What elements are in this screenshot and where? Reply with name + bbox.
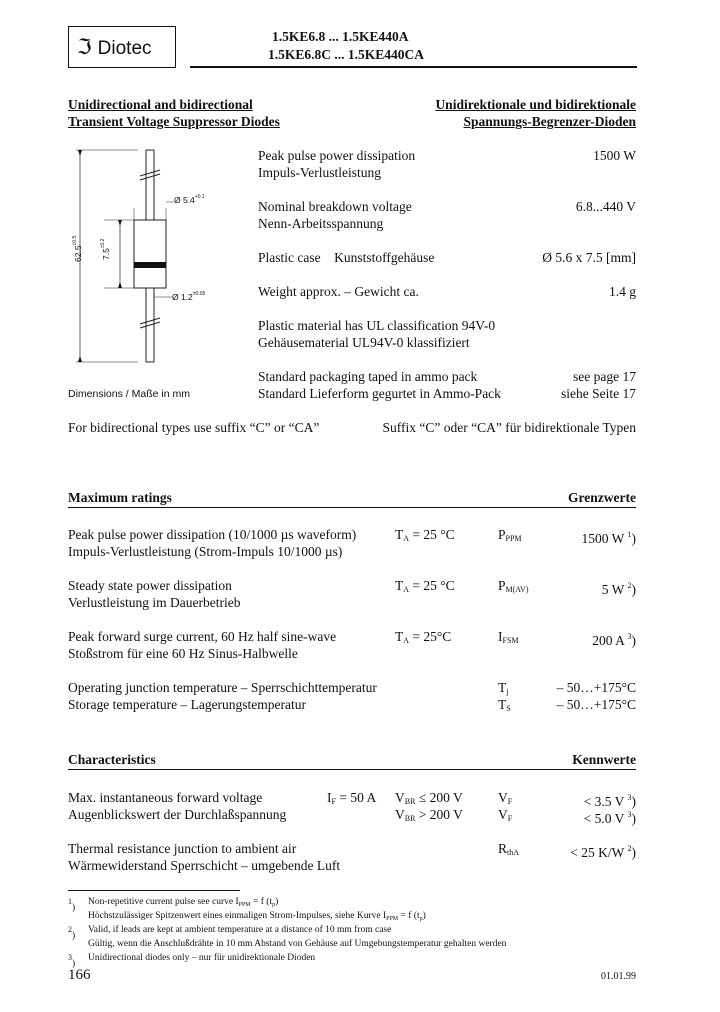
vf-symbol-2: $V_F$ bbox=[498, 807, 513, 823]
spec-3-value: Ø 5.6 x 7.5 [mm] bbox=[542, 250, 636, 265]
vf-vbr-condition-2: $V_{BR} > 200$ V bbox=[395, 807, 463, 823]
rating-1-line1: Peak pulse power dissipation (10/1000 µs waveform) bbox=[68, 527, 357, 542]
characteristics-rule bbox=[68, 769, 636, 770]
temp-storage-symbol: $T_S$ bbox=[498, 697, 511, 713]
logo-text: Diotec bbox=[97, 38, 152, 59]
bidir-note-en: For bidirectional types use suffix “C” or “CA” bbox=[68, 420, 320, 435]
spec-6-value2: siehe Seite 17 bbox=[561, 386, 636, 401]
rating-2-symbol: $P_{M(AV)}$ bbox=[498, 578, 529, 594]
spec-2-value: 6.8...440 V bbox=[575, 199, 636, 214]
spec-3-line1: Plastic case Kunststoffgehäuse bbox=[258, 250, 435, 265]
rating-3-symbol: $I_{FSM}$ bbox=[498, 629, 519, 645]
footnote-2-line2: Gültig, wenn die Anschlußdrähte in 10 mm Abstand von Gehäuse auf Umgebungstemperatur gehalten werden bbox=[88, 939, 507, 949]
footnote-2-mark: $^2$) bbox=[68, 925, 76, 941]
footnote-1-line1: Non-repetitive current pulse see curve $I_{PPM} = f$ $(t_p)$ bbox=[88, 897, 279, 908]
rth-value: < 25 K/W $^2$) bbox=[570, 844, 636, 860]
rating-3-value: 200 A $^3$) bbox=[592, 632, 636, 648]
subtitle-right-2: Spannungs-Begrenzer-Dioden bbox=[463, 114, 636, 129]
temp-storage-label: Storage temperature – Lagerungstemperatur bbox=[68, 697, 307, 712]
footnote-3-line1: Unidirectional diodes only – nur für unidirektionale Dioden bbox=[88, 953, 316, 963]
spec-6-line2: Standard Lieferform gegurtet in Ammo-Pack bbox=[258, 386, 501, 401]
rating-3-condition: $T_A = 25^\circ C$ bbox=[395, 629, 452, 645]
rating-3-line1: Peak forward surge current, 60 Hz half sine-wave bbox=[68, 629, 337, 644]
spec-4-value: 1.4 g bbox=[609, 284, 636, 299]
temp-storage-value: – 50…+175°C bbox=[556, 697, 636, 712]
subtitle-left-1: Unidirectional and bidirectional bbox=[68, 97, 253, 112]
vf-line1: Max. instantaneous forward voltage bbox=[68, 790, 263, 805]
rating-1-value: 1500 W $^1$) bbox=[581, 530, 636, 546]
rating-2-condition: $T_A = 25$ °C bbox=[395, 578, 455, 594]
header-rule bbox=[190, 66, 637, 68]
vf-vbr-condition-1: $V_{BR} \le 200$ V bbox=[395, 790, 463, 806]
footnote-2-line1: Valid, if leads are kept at ambient temperature at a distance of 10 mm from case bbox=[88, 925, 392, 935]
rating-1-symbol: $P_{PPM}$ bbox=[498, 527, 522, 543]
subtitle-right-1: Unidirektionale und bidirektionale bbox=[435, 97, 636, 112]
revision-date: 01.01.99 bbox=[601, 971, 636, 982]
rth-line1: Thermal resistance junction to ambient air bbox=[68, 841, 297, 856]
diotec-logo bbox=[68, 26, 176, 68]
drawing-caption: Dimensions / Maße in mm bbox=[68, 388, 190, 400]
spec-6-value: see page 17 bbox=[573, 369, 636, 384]
spec-6-line1: Standard packaging taped in ammo pack bbox=[258, 369, 478, 384]
spec-5-line1: Plastic material has UL classification 94V-0 bbox=[258, 318, 496, 333]
footnote-3-mark: $^3$) bbox=[68, 953, 76, 969]
page-number: 166 bbox=[68, 967, 91, 983]
characteristics-title: Characteristics bbox=[68, 752, 156, 767]
rating-2-line1: Steady state power dissipation bbox=[68, 578, 232, 593]
spec-1-value: 1500 W bbox=[593, 148, 636, 163]
max-ratings-title: Maximum ratings bbox=[68, 490, 172, 505]
footnote-1-line2: Höchstzulässiger Spitzenwert eines einmaligen Strom-Impulses, siehe Kurve $I_{PPM} = f$ $(t_p)$ bbox=[88, 911, 426, 922]
dim-body-length: $7.5^{\pm 0.2}$ bbox=[100, 238, 111, 260]
diode-outline-drawing bbox=[68, 140, 228, 376]
characteristics-title-de: Kennwerte bbox=[572, 752, 636, 767]
rating-2-value: 5 W $^2$) bbox=[601, 581, 636, 597]
temp-operating-symbol: $T_j$ bbox=[498, 680, 509, 696]
vf-symbol-1: $V_F$ bbox=[498, 790, 513, 806]
title-line-2: 1.5KE6.8C ... 1.5KE440CA bbox=[268, 47, 425, 62]
spec-2-line2: Nenn-Arbeitsspannung bbox=[258, 216, 384, 231]
vf-condition: $I_F = 50$ A bbox=[327, 790, 377, 806]
rth-symbol: $R_{thA}$ bbox=[498, 841, 520, 857]
spec-5-line2: Gehäusematerial UL94V-0 klassifiziert bbox=[258, 335, 470, 350]
spec-1-line1: Peak pulse power dissipation bbox=[258, 148, 416, 163]
title-line-1: 1.5KE6.8 ... 1.5KE440A bbox=[272, 29, 409, 44]
spec-1-line2: Impuls-Verlustleistung bbox=[258, 165, 381, 180]
footnote-1-mark: $^1$) bbox=[68, 897, 76, 913]
logo-mark: ℑ bbox=[77, 35, 92, 59]
dim-body-diameter: Ø $5.4^{+0.1}$ bbox=[174, 194, 205, 205]
spec-4-line1: Weight approx. – Gewicht ca. bbox=[258, 284, 419, 299]
rating-1-condition: $T_A = 25$ °C bbox=[395, 527, 455, 543]
rating-1-line2: Impuls-Verlustleistung (Strom-Impuls 10/1000 µs) bbox=[68, 544, 343, 559]
temp-operating-value: – 50…+175°C bbox=[556, 680, 636, 695]
vf-value-2: < 5.0 V $^3$) bbox=[583, 810, 636, 826]
vf-line2: Augenblickswert der Durchlaßspannung bbox=[68, 807, 287, 822]
spec-2-line1: Nominal breakdown voltage bbox=[258, 199, 412, 214]
rth-line2: Wärmewiderstand Sperrschicht – umgebende Luft bbox=[68, 858, 341, 873]
max-ratings-title-de: Grenzwerte bbox=[568, 490, 636, 505]
dim-lead-diameter: Ø $1.2^{\pm 0.05}$ bbox=[172, 291, 206, 302]
rating-3-line2: Stoßstrom für eine 60 Hz Sinus-Halbwelle bbox=[68, 646, 298, 661]
cathode-band bbox=[134, 262, 166, 268]
max-ratings-rule bbox=[68, 507, 636, 508]
vf-value-1: < 3.5 V $^3$) bbox=[583, 793, 636, 809]
bidir-note-de: Suffix “C” oder “CA” für bidirektionale Typen bbox=[382, 420, 636, 435]
subtitle-left-2: Transient Voltage Suppressor Diodes bbox=[68, 114, 280, 129]
footnote-rule bbox=[68, 890, 240, 891]
dim-lead-length: $62.5^{\pm 0.5}$ bbox=[72, 235, 83, 262]
temp-operating-label: Operating junction temperature – Sperrschichttemperatur bbox=[68, 680, 377, 695]
rating-2-line2: Verlustleistung im Dauerbetrieb bbox=[68, 595, 241, 610]
